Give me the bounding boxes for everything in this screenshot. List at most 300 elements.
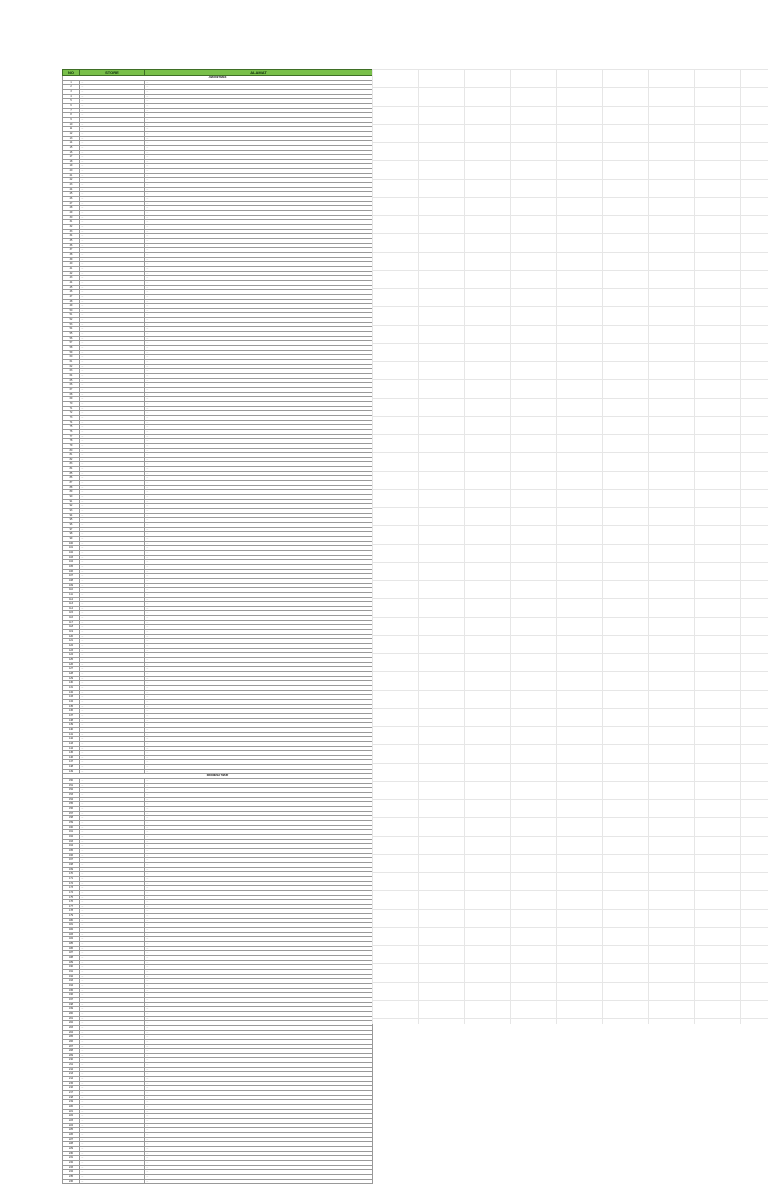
- row-number: 176: [63, 900, 80, 905]
- store-address: …: [145, 951, 373, 956]
- store-name: …: [80, 1035, 145, 1040]
- row-number: 165: [63, 848, 80, 853]
- row-number: 110: [63, 588, 80, 593]
- store-address: …: [145, 1072, 373, 1077]
- store-name: …: [80, 1100, 145, 1105]
- store-name: …: [80, 248, 145, 253]
- store-address: …: [145, 1109, 373, 1114]
- store-name: …: [80, 173, 145, 178]
- row-number: 133: [63, 695, 80, 700]
- row-number: 201: [63, 1016, 80, 1021]
- store-address: …: [145, 751, 373, 756]
- store-address: …: [145, 1049, 373, 1054]
- store-address: …: [145, 588, 373, 593]
- store-name: …: [80, 462, 145, 467]
- store-name: …: [80, 825, 145, 830]
- store-address: …: [145, 872, 373, 877]
- store-address: …: [145, 821, 373, 826]
- grid-row-line: [372, 854, 768, 855]
- section-label: JABODETABEK: [63, 76, 373, 81]
- store-address: …: [145, 578, 373, 583]
- row-number: 81: [63, 453, 80, 458]
- row-number: 54: [63, 327, 80, 332]
- store-address: …: [145, 602, 373, 607]
- row-number: 199: [63, 1007, 80, 1012]
- grid-column-line: [740, 69, 741, 1024]
- store-address: …: [145, 360, 373, 365]
- row-number: 7: [63, 108, 80, 113]
- grid-row-line: [372, 361, 768, 362]
- store-address: …: [145, 453, 373, 458]
- store-address: …: [145, 830, 373, 835]
- row-number: 78: [63, 439, 80, 444]
- store-address: …: [145, 443, 373, 448]
- row-number: 214: [63, 1077, 80, 1082]
- store-name: …: [80, 392, 145, 397]
- row-number: 193: [63, 979, 80, 984]
- row-number: 101: [63, 546, 80, 551]
- store-address: …: [145, 248, 373, 253]
- store-address: …: [145, 499, 373, 504]
- grid-row-line: [372, 909, 768, 910]
- store-address: …: [145, 127, 373, 132]
- grid-row-line: [372, 416, 768, 417]
- store-name: …: [80, 765, 145, 770]
- store-address: …: [145, 816, 373, 821]
- grid-row-line: [372, 343, 768, 344]
- store-name: …: [80, 979, 145, 984]
- store-address: …: [145, 1137, 373, 1142]
- store-name: …: [80, 187, 145, 192]
- store-name: …: [80, 583, 145, 588]
- row-number: 227: [63, 1137, 80, 1142]
- store-address: …: [145, 1077, 373, 1082]
- store-address: …: [145, 611, 373, 616]
- row-number: 188: [63, 956, 80, 961]
- store-address: …: [145, 448, 373, 453]
- store-name: …: [80, 415, 145, 420]
- store-name: …: [80, 1011, 145, 1016]
- store-address: …: [145, 527, 373, 532]
- store-name: …: [80, 541, 145, 546]
- store-name: …: [80, 685, 145, 690]
- store-address: …: [145, 746, 373, 751]
- row-number: 42: [63, 271, 80, 276]
- row-number: 13: [63, 136, 80, 141]
- store-address: …: [145, 178, 373, 183]
- row-number: 97: [63, 527, 80, 532]
- store-name: …: [80, 429, 145, 434]
- grid-column-line: [372, 69, 373, 1024]
- row-number: 210: [63, 1058, 80, 1063]
- row-number: 138: [63, 718, 80, 723]
- row-number: 127: [63, 667, 80, 672]
- store-name: …: [80, 1146, 145, 1151]
- grid-row-line: [372, 653, 768, 654]
- store-address: …: [145, 658, 373, 663]
- store-name: …: [80, 299, 145, 304]
- grid-row-line: [372, 963, 768, 964]
- grid-row-line: [372, 233, 768, 234]
- store-address: …: [145, 285, 373, 290]
- store-name: …: [80, 937, 145, 942]
- section-label: INDONESIA TIMUR: [63, 774, 373, 779]
- grid-row-line: [372, 726, 768, 727]
- row-number: 175: [63, 895, 80, 900]
- store-address: …: [145, 280, 373, 285]
- store-address: …: [145, 737, 373, 742]
- store-address: …: [145, 346, 373, 351]
- grid-row-line: [372, 252, 768, 253]
- store-address: …: [145, 457, 373, 462]
- store-address: …: [145, 597, 373, 602]
- grid-column-line: [694, 69, 695, 1024]
- row-number: 141: [63, 732, 80, 737]
- store-name: …: [80, 364, 145, 369]
- store-name: …: [80, 1063, 145, 1068]
- store-address: …: [145, 434, 373, 439]
- store-name: …: [80, 443, 145, 448]
- row-number: 36: [63, 243, 80, 248]
- store-name: …: [80, 94, 145, 99]
- grid-column-line: [510, 69, 511, 1024]
- col-address-header: ALAMAT: [145, 70, 373, 76]
- store-address: …: [145, 518, 373, 523]
- store-address: …: [145, 206, 373, 211]
- grid-row-line: [372, 744, 768, 745]
- grid-row-line: [372, 215, 768, 216]
- store-address: …: [145, 909, 373, 914]
- store-name: …: [80, 550, 145, 555]
- store-address: …: [145, 546, 373, 551]
- row-number: 220: [63, 1105, 80, 1110]
- store-name: …: [80, 602, 145, 607]
- row-number: 10: [63, 122, 80, 127]
- store-name: …: [80, 1081, 145, 1086]
- store-name: …: [80, 951, 145, 956]
- store-address: …: [145, 1007, 373, 1012]
- store-name: …: [80, 616, 145, 621]
- store-address: …: [145, 1063, 373, 1068]
- store-address: …: [145, 574, 373, 579]
- row-number: 128: [63, 672, 80, 677]
- row-number: 113: [63, 602, 80, 607]
- store-name: …: [80, 783, 145, 788]
- store-address: …: [145, 415, 373, 420]
- store-address: …: [145, 844, 373, 849]
- store-address: …: [145, 294, 373, 299]
- row-number: 79: [63, 443, 80, 448]
- grid-column-line: [602, 69, 603, 1024]
- store-address: …: [145, 681, 373, 686]
- grid-row-line: [372, 799, 768, 800]
- store-address: …: [145, 983, 373, 988]
- store-name: …: [80, 1067, 145, 1072]
- store-name: …: [80, 760, 145, 765]
- row-number: 74: [63, 420, 80, 425]
- grid-row-line: [372, 142, 768, 143]
- store-name: …: [80, 1179, 145, 1184]
- store-name: …: [80, 439, 145, 444]
- store-address: …: [145, 695, 373, 700]
- store-name: …: [80, 960, 145, 965]
- row-number: 75: [63, 425, 80, 430]
- store-name: …: [80, 611, 145, 616]
- row-number: 172: [63, 881, 80, 886]
- row-number: 190: [63, 965, 80, 970]
- store-name: …: [80, 108, 145, 113]
- store-name: …: [80, 653, 145, 658]
- row-number: 160: [63, 825, 80, 830]
- row-number: 155: [63, 802, 80, 807]
- store-name: …: [80, 448, 145, 453]
- store-address: …: [145, 225, 373, 230]
- store-address: …: [145, 788, 373, 793]
- store-name: …: [80, 1170, 145, 1175]
- grid-column-line: [556, 69, 557, 1024]
- store-name: …: [80, 215, 145, 220]
- table-row: [63, 1179, 373, 1184]
- row-number: 59: [63, 350, 80, 355]
- store-address: …: [145, 555, 373, 560]
- store-name: …: [80, 467, 145, 472]
- store-address: …: [145, 1053, 373, 1058]
- store-address: …: [145, 387, 373, 392]
- row-number: 224: [63, 1123, 80, 1128]
- row-number: 29: [63, 211, 80, 216]
- grid-row-line: [372, 398, 768, 399]
- store-address: …: [145, 332, 373, 337]
- row-number: 216: [63, 1086, 80, 1091]
- store-address: …: [145, 1030, 373, 1035]
- store-address: …: [145, 1081, 373, 1086]
- grid-row-line: [372, 562, 768, 563]
- store-name: …: [80, 434, 145, 439]
- store-address: …: [145, 769, 373, 774]
- store-address: …: [145, 690, 373, 695]
- row-number: 207: [63, 1044, 80, 1049]
- row-number: 219: [63, 1100, 80, 1105]
- row-number: 69: [63, 397, 80, 402]
- store-address: …: [145, 923, 373, 928]
- store-name: …: [80, 839, 145, 844]
- store-name: …: [80, 225, 145, 230]
- store-name: …: [80, 99, 145, 104]
- row-number: 17: [63, 155, 80, 160]
- row-number: 174: [63, 890, 80, 895]
- grid-row-line: [372, 124, 768, 125]
- store-name: …: [80, 1039, 145, 1044]
- row-number: 16: [63, 150, 80, 155]
- row-number: 19: [63, 164, 80, 169]
- store-address: …: [145, 862, 373, 867]
- store-address: …: [145, 220, 373, 225]
- store-name: …: [80, 169, 145, 174]
- row-number: 112: [63, 597, 80, 602]
- row-number: 196: [63, 993, 80, 998]
- row-number: 151: [63, 783, 80, 788]
- row-number: 136: [63, 709, 80, 714]
- row-number: 208: [63, 1049, 80, 1054]
- grid-column-line: [648, 69, 649, 1024]
- store-name: …: [80, 1156, 145, 1161]
- store-address: …: [145, 648, 373, 653]
- store-name: …: [80, 355, 145, 360]
- store-address: …: [145, 318, 373, 323]
- store-address: …: [145, 536, 373, 541]
- row-number: 187: [63, 951, 80, 956]
- store-address: …: [145, 807, 373, 812]
- row-number: 22: [63, 178, 80, 183]
- store-address: …: [145, 355, 373, 360]
- grid-row-line: [372, 489, 768, 490]
- store-name: …: [80, 648, 145, 653]
- row-number: 57: [63, 341, 80, 346]
- grid-row-line: [372, 197, 768, 198]
- store-address: …: [145, 266, 373, 271]
- row-number: 2: [63, 85, 80, 90]
- row-number: 159: [63, 821, 80, 826]
- store-name: …: [80, 164, 145, 169]
- store-name: …: [80, 238, 145, 243]
- store-name: …: [80, 304, 145, 309]
- row-number: 51: [63, 313, 80, 318]
- row-number: 94: [63, 513, 80, 518]
- store-name: …: [80, 890, 145, 895]
- row-number: 82: [63, 457, 80, 462]
- row-number: 156: [63, 807, 80, 812]
- store-name: …: [80, 397, 145, 402]
- row-number: 218: [63, 1095, 80, 1100]
- row-number: 100: [63, 541, 80, 546]
- store-address: …: [145, 760, 373, 765]
- store-name: …: [80, 401, 145, 406]
- store-name: …: [80, 504, 145, 509]
- store-name: …: [80, 159, 145, 164]
- store-address: …: [145, 145, 373, 150]
- row-number: 183: [63, 932, 80, 937]
- row-number: 166: [63, 853, 80, 858]
- store-name: …: [80, 578, 145, 583]
- grid-row-line: [372, 836, 768, 837]
- store-name: …: [80, 569, 145, 574]
- store-name: …: [80, 737, 145, 742]
- row-number: 212: [63, 1067, 80, 1072]
- store-address: …: [145, 793, 373, 798]
- store-name: …: [80, 606, 145, 611]
- store-address: …: [145, 704, 373, 709]
- store-name: …: [80, 252, 145, 257]
- store-address: …: [145, 313, 373, 318]
- store-name: …: [80, 834, 145, 839]
- store-address: …: [145, 513, 373, 518]
- store-name: …: [80, 942, 145, 947]
- store-name: …: [80, 848, 145, 853]
- grid-row-line: [372, 160, 768, 161]
- row-number: 56: [63, 336, 80, 341]
- row-number: 226: [63, 1132, 80, 1137]
- store-name: …: [80, 797, 145, 802]
- store-name: …: [80, 574, 145, 579]
- store-address: …: [145, 811, 373, 816]
- store-address: …: [145, 550, 373, 555]
- row-number: 114: [63, 606, 80, 611]
- store-address: …: [145, 662, 373, 667]
- store-name: …: [80, 681, 145, 686]
- store-address: …: [145, 378, 373, 383]
- store-name: …: [80, 1114, 145, 1119]
- store-name: …: [80, 662, 145, 667]
- store-name: …: [80, 555, 145, 560]
- store-address: …: [145, 1091, 373, 1096]
- grid-row-line: [372, 270, 768, 271]
- row-number: 184: [63, 937, 80, 942]
- store-address: …: [145, 276, 373, 281]
- store-address: …: [145, 1151, 373, 1156]
- grid-row-line: [372, 471, 768, 472]
- row-number: 102: [63, 550, 80, 555]
- row-number: 123: [63, 648, 80, 653]
- empty-spreadsheet-grid: [372, 69, 768, 1024]
- store-name: …: [80, 1086, 145, 1091]
- row-number: 49: [63, 304, 80, 309]
- row-number: 213: [63, 1072, 80, 1077]
- store-name: …: [80, 1077, 145, 1082]
- row-number: 14: [63, 141, 80, 146]
- row-number: 61: [63, 360, 80, 365]
- store-address: …: [145, 713, 373, 718]
- store-name: …: [80, 262, 145, 267]
- store-name: …: [80, 974, 145, 979]
- row-number: 44: [63, 280, 80, 285]
- grid-row-line: [372, 434, 768, 435]
- store-address: …: [145, 439, 373, 444]
- store-name: …: [80, 476, 145, 481]
- store-address: …: [145, 569, 373, 574]
- row-number: 222: [63, 1114, 80, 1119]
- store-address: …: [145, 956, 373, 961]
- store-address: …: [145, 257, 373, 262]
- store-name: …: [80, 1025, 145, 1030]
- store-name: …: [80, 793, 145, 798]
- store-name: …: [80, 89, 145, 94]
- row-number: 228: [63, 1142, 80, 1147]
- store-name: …: [80, 886, 145, 891]
- row-number: 90: [63, 495, 80, 500]
- row-number: 47: [63, 294, 80, 299]
- store-name: …: [80, 932, 145, 937]
- grid-row-line: [372, 817, 768, 818]
- store-name: …: [80, 816, 145, 821]
- table-body: [63, 76, 373, 1184]
- row-number: 211: [63, 1063, 80, 1068]
- row-number: 223: [63, 1119, 80, 1124]
- store-address: …: [145, 397, 373, 402]
- store-name: …: [80, 625, 145, 630]
- row-number: 177: [63, 904, 80, 909]
- row-number: 126: [63, 662, 80, 667]
- row-number: 50: [63, 308, 80, 313]
- store-address: …: [145, 802, 373, 807]
- store-address: …: [145, 155, 373, 160]
- store-address: …: [145, 523, 373, 528]
- store-name: …: [80, 271, 145, 276]
- row-number: 140: [63, 727, 80, 732]
- store-name: …: [80, 672, 145, 677]
- store-address: …: [145, 541, 373, 546]
- row-number: 32: [63, 225, 80, 230]
- store-name: …: [80, 914, 145, 919]
